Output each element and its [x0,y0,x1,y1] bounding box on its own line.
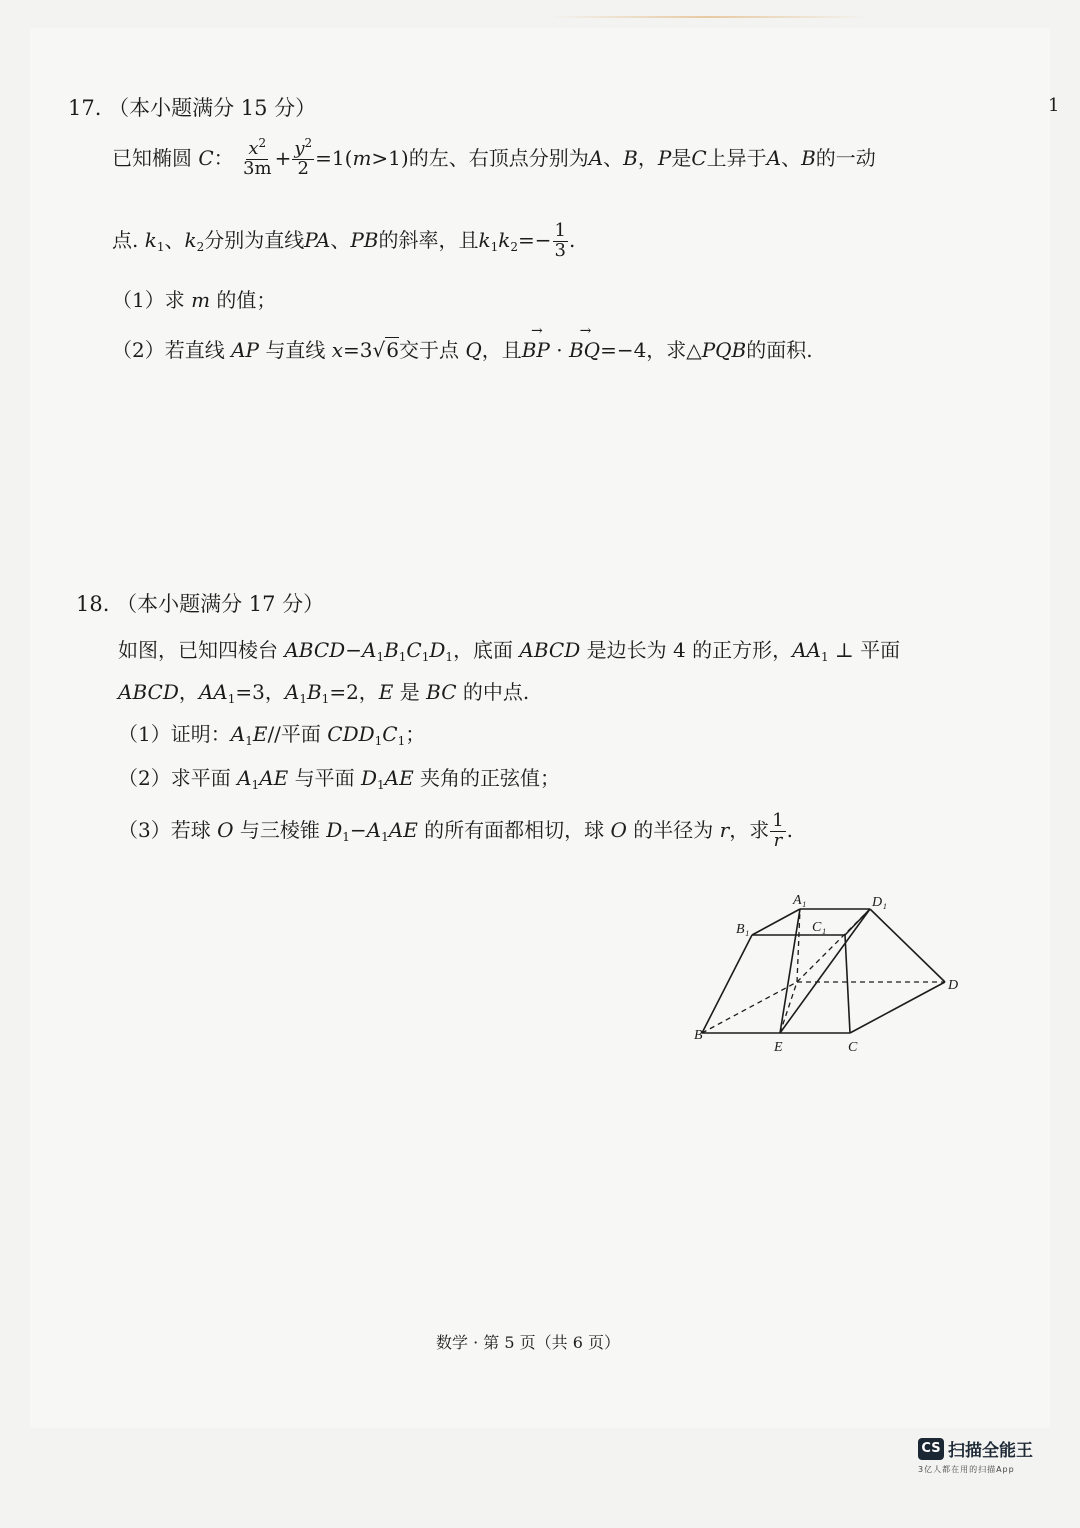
label-D1: D₁ [872,895,887,910]
edge-CC1 [845,935,850,1033]
label-B: B [694,1028,703,1043]
q18-line-1: 如图，已知四棱台 $ABCD-A_1B_1C_1D_1$，底面 ABCD 是边长为 4 的正方形，$AA_1$ ⊥ 平面 [118,638,901,664]
scan-edge-line [548,16,868,18]
label-C1: C₁ [812,920,827,935]
q18-number: 18. [76,592,110,616]
q17-frac-one-third: $\frac{1}{3}$ [554,220,566,261]
q18-title: （本小题满分 17 分） [116,592,325,616]
q17-line-2: 点. $k_1$、$k_2$分别为直线PA、PB的斜率，且$k_1k_2=-$ $\frac{1}{3}$ . [112,220,576,261]
q17-line-1: 已知椭圆 C： $\frac{x^2}{3m}$ + $\frac{y^2}{2}$ =1(m>1)的左、右顶点分别为A、B，P是C上异于A、B的一动 [112,136,876,179]
camscanner-logo: CS [918,1438,944,1460]
label-C: C [848,1040,858,1055]
q17-frac-x: $\frac{x^2}{3m}$ [243,136,272,179]
edge-CD [850,982,945,1033]
q17-part-2: （2）若直线 AP 与直线 x=3√6交于点 Q，且→ BP · → BQ=−4，求△PQB的面积. [112,334,813,363]
q18-part-2: （2）求平面 $A_1AE$ 与平面 $D_1AE$ 夹角的正弦值； [118,766,561,792]
camscanner-name: 扫描全能王 [948,1441,1033,1461]
q18-frac-one-over-r: $\frac{1}{r}$ [772,810,784,851]
camscanner-tagline: 3亿人都在用的扫描App [918,1465,1015,1474]
q18-heading [76,588,324,618]
q18-part-3: （3）若球 O 与三棱锥 $D_1-A_1AE$ 的所有面都相切，球 O 的半径为 r，求 $\frac{1}{r}$ . [118,810,794,851]
page-footer: 数学 · 第 5 页（共 6 页） [436,1333,620,1352]
q17-frac-y: $\frac{y^2}{2}$ [294,136,313,179]
q17-heading [68,92,316,122]
label-B1: B₁ [736,922,750,937]
label-A1: A₁ [793,893,807,908]
q17-title: （本小题满分 15 分） [108,96,317,120]
camscanner-watermark [918,1436,1033,1474]
edge-DD1 [870,909,945,982]
q17-number: 17. [68,96,102,120]
edge-BA-hidden [702,982,797,1033]
page-marker: 1 [1048,95,1060,116]
q18-part-1: （1）证明：$A_1E//$平面 $CDD_1C_1$； [118,722,426,748]
label-E: E [774,1040,783,1055]
edge-BB1 [702,935,752,1033]
edge-A1B1 [752,909,800,935]
frustum-diagram [690,885,970,1060]
q17-part-1: （1）求 m 的值； [112,288,277,312]
q18-line-2: ABCD，$AA_1=3$，$A_1B_1=2$，E 是 BC 的中点. [118,680,530,706]
label-D: D [948,978,959,993]
